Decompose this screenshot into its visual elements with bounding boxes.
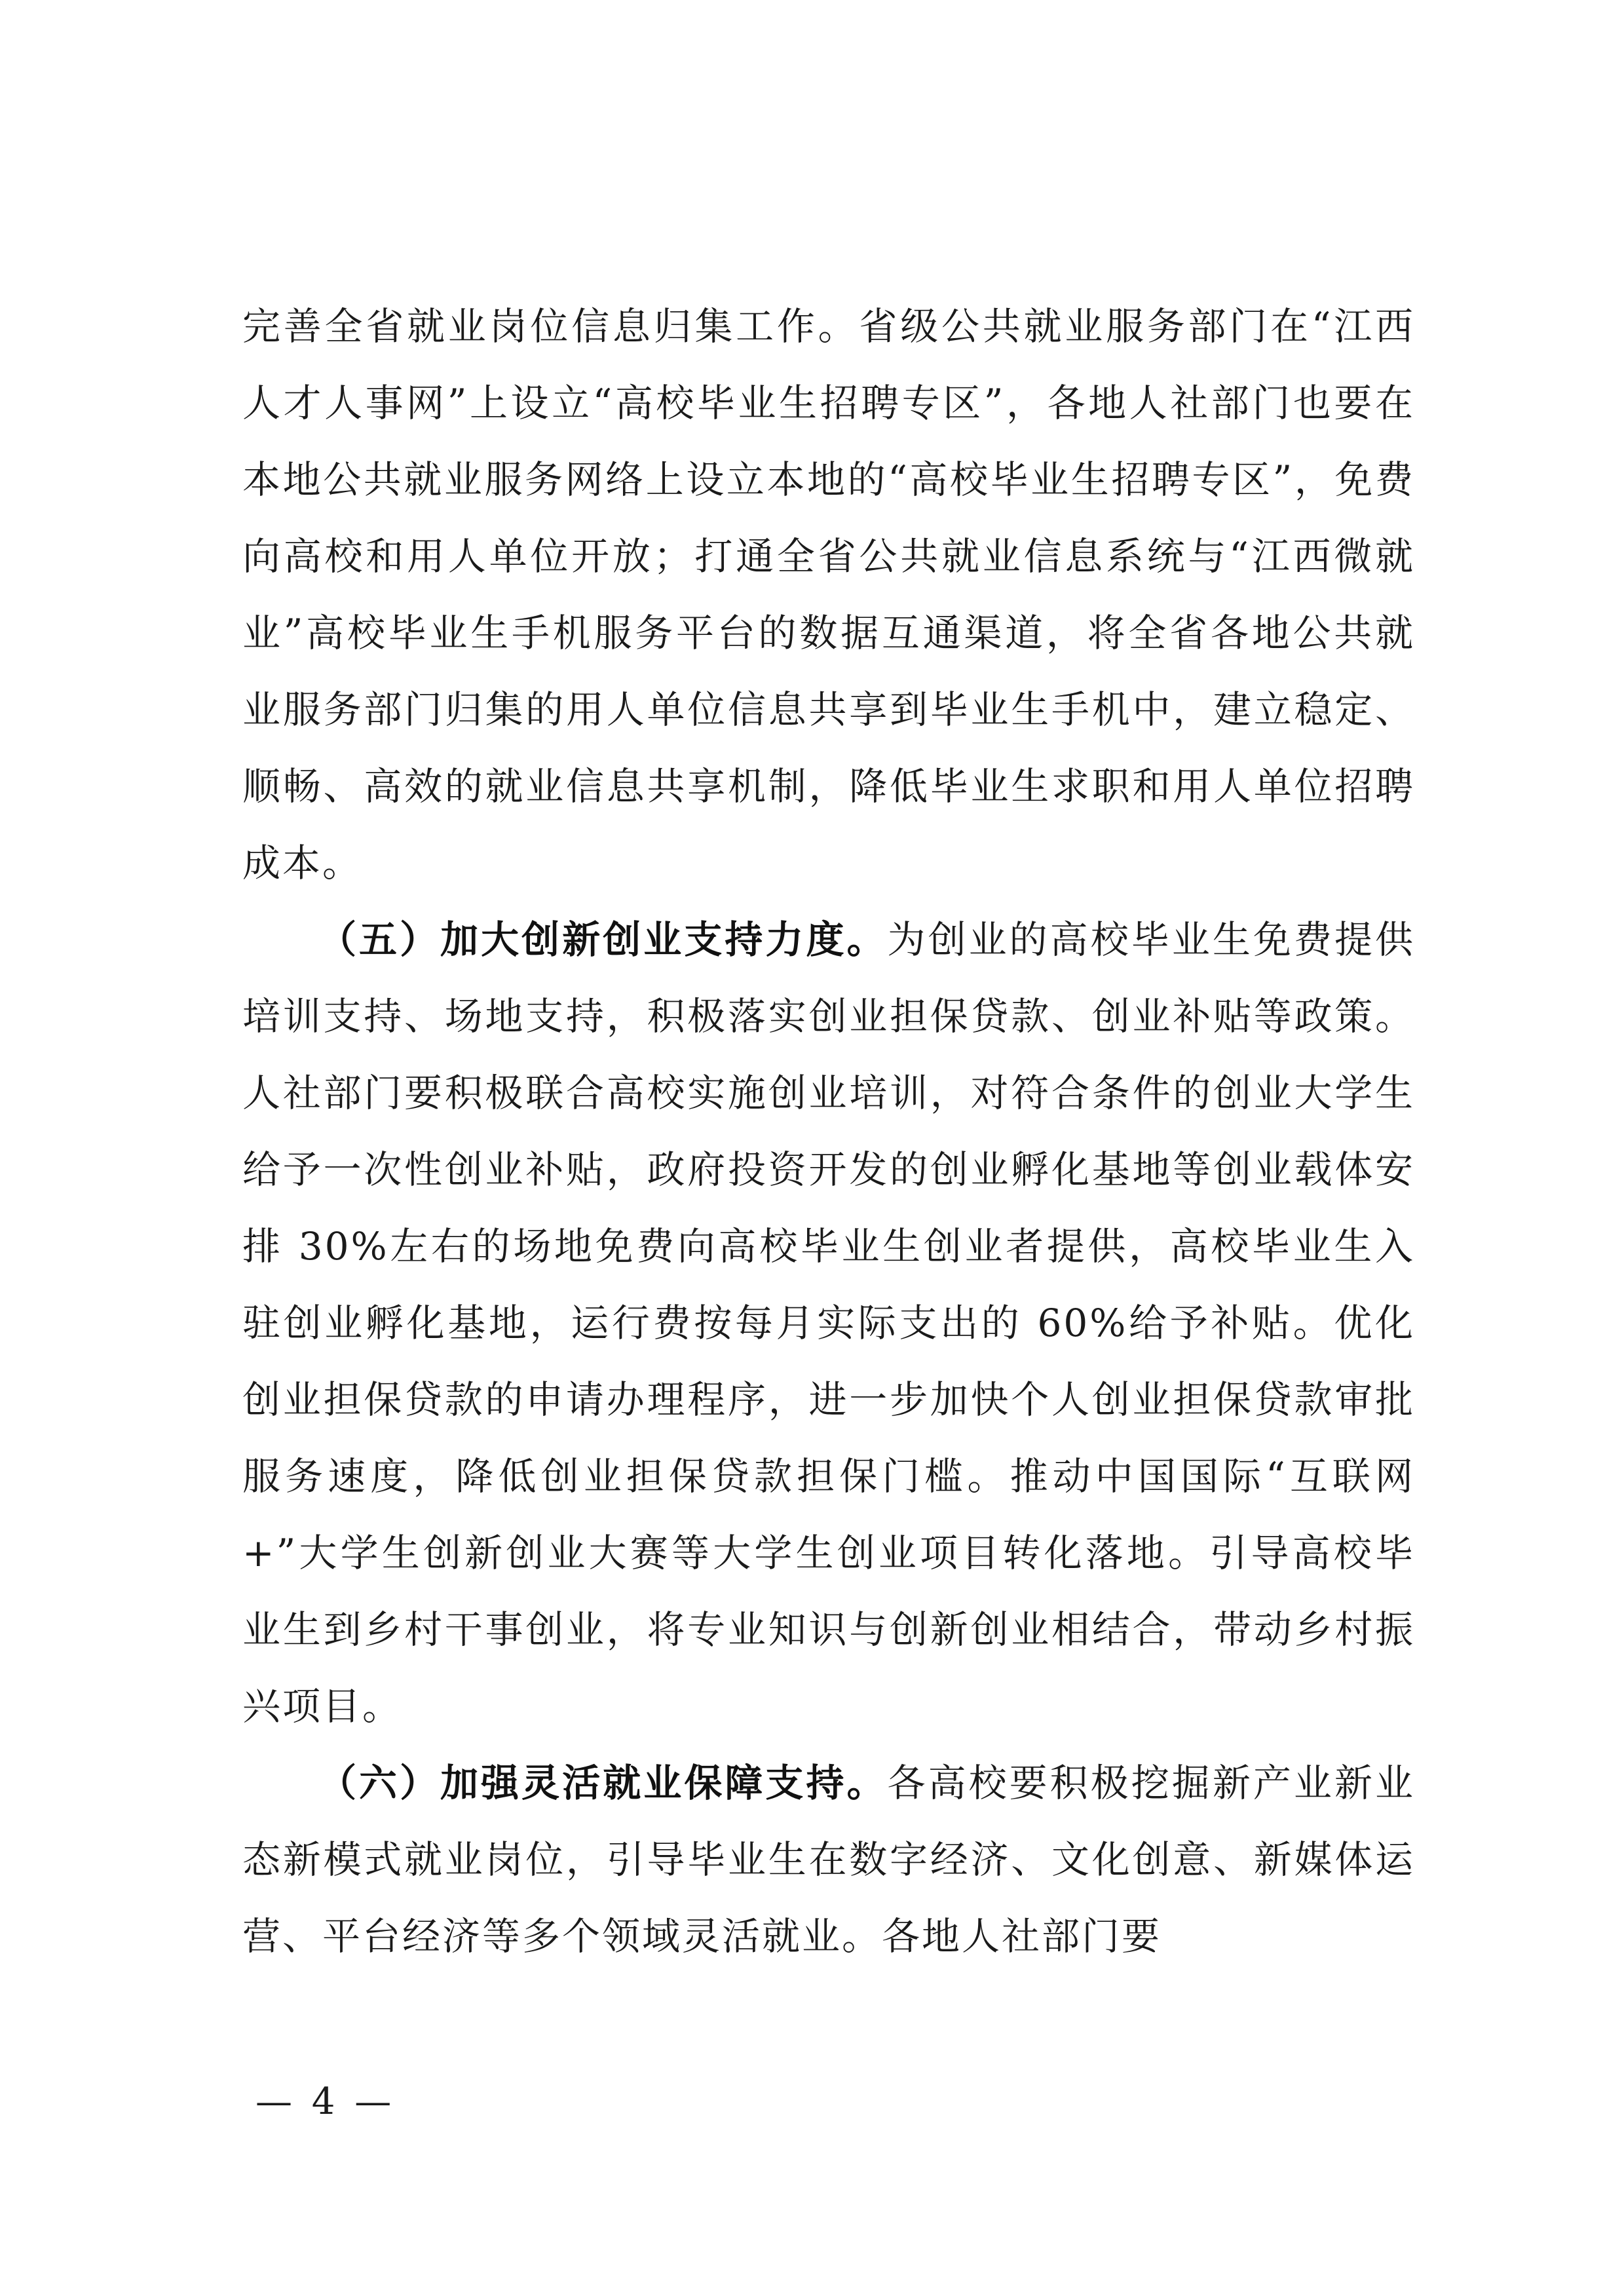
- paragraph-section-six: [242, 1745, 1415, 1975]
- paragraph-text: 各高校要积极挖掘新产业新业态新模式就业岗位，引导毕业生在数字经济、文化创意、新媒体运营、平台经济等多个领域灵活就业。各地人社部门要: [242, 1761, 1415, 1959]
- document-body: [242, 288, 1415, 1975]
- section-heading: （五）加大创新创业支持力度。: [318, 917, 888, 962]
- paragraph-text: 为创业的高校毕业生免费提供培训支持、场地支持，积极落实创业担保贷款、创业补贴等政策。人社部门要积极联合高校实施创业培训，对符合条件的创业大学生给予一次性创业补贴，政府投资开发的创业孵化基地等创业载体安排 30%左右的场地免费向高校毕业生创业者提供，高校毕业生入驻创业孵化基地，运行费按每月实际支出的 60%给予补贴。优化创业担保贷款的申请办理程序，进一步加快个人创业担保贷款审批服务速度，降低创业担保贷款担保门槛。推动中国国际“互联网+”大学生创新创业大赛等大学生创业项目转化落地。引导高校毕业生到乡村干事创业，将专业知识与创新创业相结合，带动乡村振兴项目。: [242, 917, 1415, 1729]
- paragraph-text: 完善全省就业岗位信息归集工作。省级公共就业服务部门在“江西人才人事网”上设立“高校毕业生招聘专区”，各地人社部门也要在本地公共就业服务网络上设立本地的“高校毕业生招聘专区”，免费向高校和用人单位开放；打通全省公共就业信息系统与“江西微就业”高校毕业生手机服务平台的数据互通渠道，将全省各地公共就业服务部门归集的用人单位信息共享到毕业生手机中，建立稳定、顺畅、高效的就业信息共享机制，降低毕业生求职和用人单位招聘成本。: [242, 304, 1415, 885]
- paragraph-section-five: [242, 902, 1415, 1745]
- paragraph-continuation: [242, 288, 1415, 902]
- section-heading: （六）加强灵活就业保障支持。: [318, 1761, 888, 1805]
- page-number: — 4 —: [255, 2080, 396, 2123]
